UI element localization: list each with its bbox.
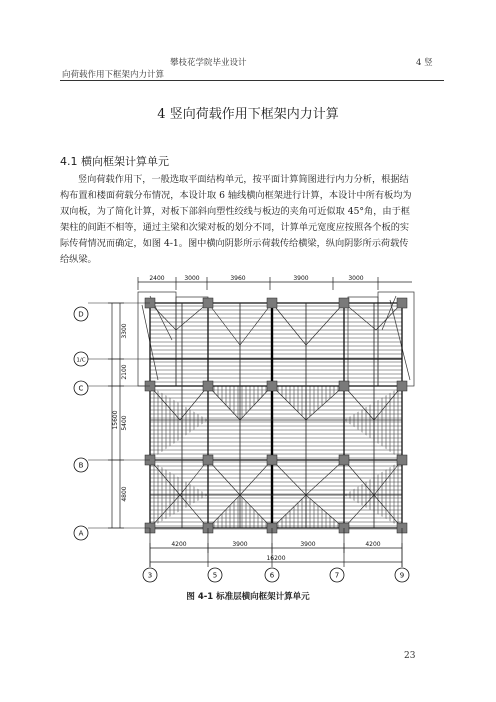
slab-hatching: [150, 303, 402, 530]
header-rule: [60, 80, 444, 81]
paragraph-line: 双向板，为了简化计算，对板下部斜向塑性绞线与板边的夹角可近似取 45°角，由于框: [60, 206, 410, 217]
row-axis-label: B: [78, 461, 84, 470]
col-axis-label: 9: [399, 571, 405, 580]
frame-plan-figure: [60, 270, 436, 588]
row-axis-label: D: [78, 310, 84, 319]
bottom-dim-label: 4200: [171, 541, 187, 548]
paragraph-line: 给纵梁。: [60, 254, 97, 265]
page-header-center: 攀枝花学院毕业设计: [170, 58, 247, 68]
left-dim-label: 2100: [121, 364, 128, 380]
top-dimension-line: [138, 277, 412, 290]
left-dim-label: 5400: [121, 415, 128, 431]
body-paragraph: [60, 172, 445, 268]
left-total-label: 15600: [112, 410, 119, 430]
figure-caption: 图 4-1 标准层横向框架计算单元: [186, 592, 310, 602]
paragraph-line: 构布置和楼面荷载分布情况，本设计取 6 轴线横向框架进行计算，本设计中所有板均为: [60, 190, 412, 201]
bottom-dim-label: 3900: [232, 541, 248, 548]
page-header-right: 4 竖: [416, 58, 433, 68]
top-dim-label: 3000: [184, 275, 200, 282]
top-dim-label: 3900: [293, 275, 309, 282]
top-dim-label: 3960: [230, 275, 246, 282]
top-dim-label: 3000: [348, 275, 364, 282]
row-axis-label: 1/C: [76, 357, 86, 364]
page-header-line2: 向荷载作用下框架内力计算: [62, 70, 165, 80]
paragraph-line: 际传荷情况而确定，如图 4-1。图中横向阴影所示荷载传给横梁，纵向阴影所示荷载传: [60, 238, 409, 249]
section-title: 4.1 横向框架计算单元: [60, 155, 169, 168]
left-dim-label: 3300: [121, 323, 128, 339]
page-number: 23: [404, 651, 416, 661]
paragraph-line: 架柱的间距不相等，通过主梁和次梁对板的划分不同，计算单元宽度应按照各个板的实: [60, 222, 410, 233]
chapter-title: 4 竖向荷载作用下框架内力计算: [157, 107, 339, 122]
paragraph-line: 竖向荷载作用下，一般选取平面结构单元，按平面计算简图进行内力分析，根据结: [78, 174, 409, 185]
col-axis-bubbles: [143, 568, 409, 582]
row-axis-leaders: [88, 303, 150, 528]
row-axis-bubbles: [74, 307, 88, 540]
col-axis-label: 3: [147, 571, 153, 580]
left-dim-label: 4800: [121, 486, 128, 502]
row-axis-label: C: [78, 384, 84, 393]
top-dim-label: 2400: [149, 275, 165, 282]
col-axis-label: 5: [212, 571, 218, 580]
row-axis-label: A: [78, 529, 84, 538]
col-axis-label: 7: [334, 571, 340, 580]
bottom-total-label: 16200: [266, 555, 286, 562]
col-axis-label: 6: [269, 571, 275, 580]
bottom-dim-label: 4200: [365, 541, 381, 548]
bottom-dim-label: 3900: [300, 541, 316, 548]
